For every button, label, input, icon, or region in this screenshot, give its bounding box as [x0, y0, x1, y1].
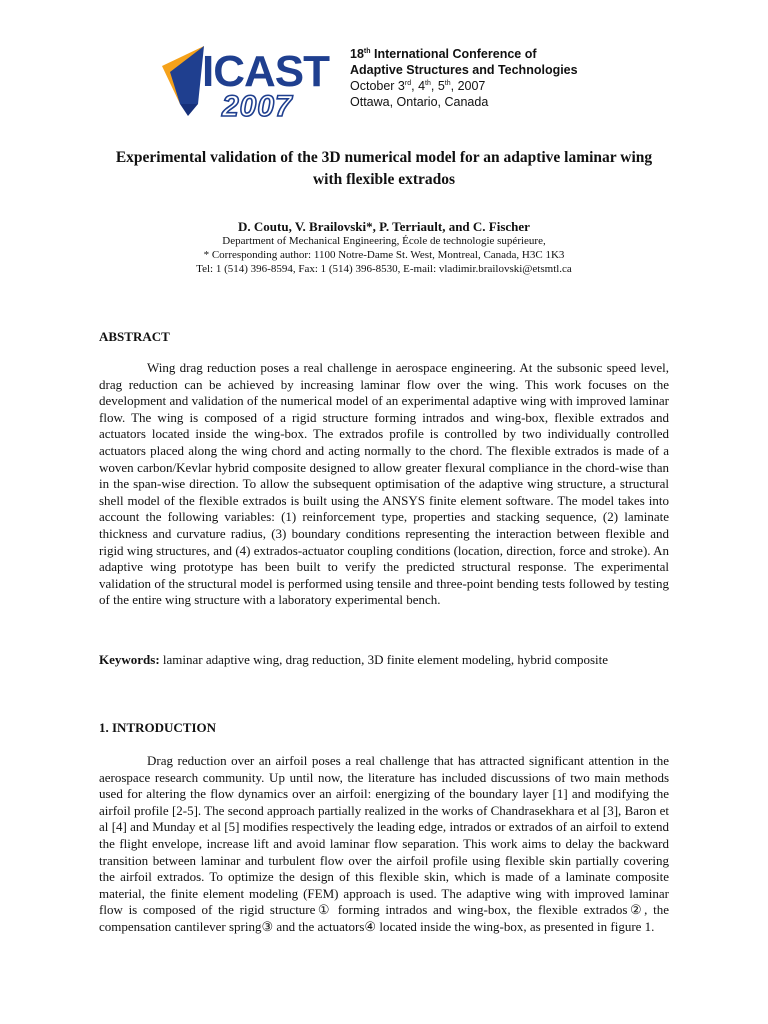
logo-year: 2007: [222, 90, 293, 120]
conference-line-1: [350, 46, 578, 62]
conference-info: [350, 46, 578, 110]
conference-location: Ottawa, Ontario, Canada: [350, 95, 489, 109]
authors: D. Coutu, V. Brailovski*, P. Terriault, and C. Fischer: [238, 219, 530, 234]
date-part-1: October 3: [350, 79, 405, 93]
paper-title-line-1: Experimental validation of the 3D numerical model for an adaptive laminar wing: [115, 149, 653, 166]
abstract-text: Wing drag reduction poses a real challenge in aerospace engineering. At the subsonic speed level, drag reduction can be achieved by increasing laminar flow over the wing. This work focuses on the development and validation of the numerical model of an experimental adaptive wing with improved laminar flow. The wing is composed of a rigid structure forming intrados and wing-box, flexible extrados and actuators located inside the wing-box. The extrados profile is controlled by two individually controlled actuators placed along the wing chord and acting normally to the chord. The flexible extrados is made of a woven carbon/Kevlar hybrid composite designed to allow greater flexural compliance in the chord-wise than in the span-wise direction. To allow the subsequent optimisation of the adaptive wing structure, a structural shell model of the flexible extrados is built using the ANSYS finite element software. The model takes into account the following variables: (1) reinforcement type, properties and stacking sequence, (2) laminate thickness and curvature radius, (3) boundary conditions representing the interaction between flexible and rigid wing structures, and (4) extrados-actuator coupling conditions (location, direction, force and stroke). An adaptive wing prototype has been built to verify the predicted structural response. The experimental validation of the structural model is performed using tensile and three-point bending tests followed by testing of the entire wing structure with a laboratory experimental bench.: [99, 360, 669, 608]
date-suffix-2: th: [425, 79, 431, 87]
logo-word: ICAST: [202, 47, 329, 96]
conference-number: 18: [350, 47, 364, 61]
affiliation: [60, 234, 708, 276]
affiliation-line-3: Tel: 1 (514) 396-8594, Fax: 1 (514) 396-8530, E-mail: vladimir.brailovski@etsmtl.ca: [196, 263, 572, 275]
keywords-label: Keywords:: [99, 652, 160, 667]
conference-name: International Conference of: [370, 47, 537, 61]
keywords: [99, 652, 699, 668]
conference-line-2: Adaptive Structures and Technologies: [350, 63, 578, 77]
date-part-2: , 4: [411, 79, 426, 93]
introduction-text: Drag reduction over an airfoil poses a real challenge that has attracted significant attention in the aerospace research community. Up until now, the literature has included discussions of two main methods used for altering the flow dynamics over an airfoil: energizing of the boundary layer [1] and modifying the airfoil profile [2-5]. The second approach partially realized in the works of Chandrasekhara et al [3], Baron et al [4] and Munday et al [5] modifies respectively the leading edge, intrados or extrados of an airfoil to extend the flight envelope, increase lift and avoid laminar flow separation. This work aims to delay the backward transition between laminar and turbulent flow over the airfoil profile using flexible skin partially covering the airfoil extrados. To optimize the design of this flexible skin, which is made of a laminate composite material, the finite element modeling (FEM) approach is used. The adaptive wing with improved laminar flow is composed of the rigid structure① forming intrados and wing-box, the flexible extrados②, the compensation cantilever spring③ and the actuators④ located inside the wing-box, as presented in figure 1.: [99, 753, 669, 934]
logo-dark-triangle: [180, 104, 198, 116]
abstract-heading: ABSTRACT: [99, 329, 170, 344]
date-suffix-3: th: [444, 79, 451, 87]
affiliation-line-2: * Corresponding author: 1100 Notre-Dame St. West, Montreal, Canada, H3C 1K3: [203, 249, 565, 261]
paper-title-line-2: with flexible extrados: [312, 171, 456, 188]
conference-number-suffix: th: [363, 47, 371, 55]
date-part-4: , 2007: [450, 79, 486, 93]
date-suffix-1: rd: [404, 79, 412, 87]
affiliation-line-1: Department of Mechanical Engineering, École de technologie supérieure,: [222, 235, 546, 247]
introduction-heading: 1. INTRODUCTION: [99, 720, 217, 735]
date-part-3: , 5: [430, 79, 445, 93]
paper-title: [90, 147, 678, 191]
conference-dates: [350, 78, 578, 94]
icast-2007-logo: [158, 42, 338, 120]
keywords-text: laminar adaptive wing, drag reduction, 3D finite element modeling, hybrid composite: [159, 652, 609, 667]
